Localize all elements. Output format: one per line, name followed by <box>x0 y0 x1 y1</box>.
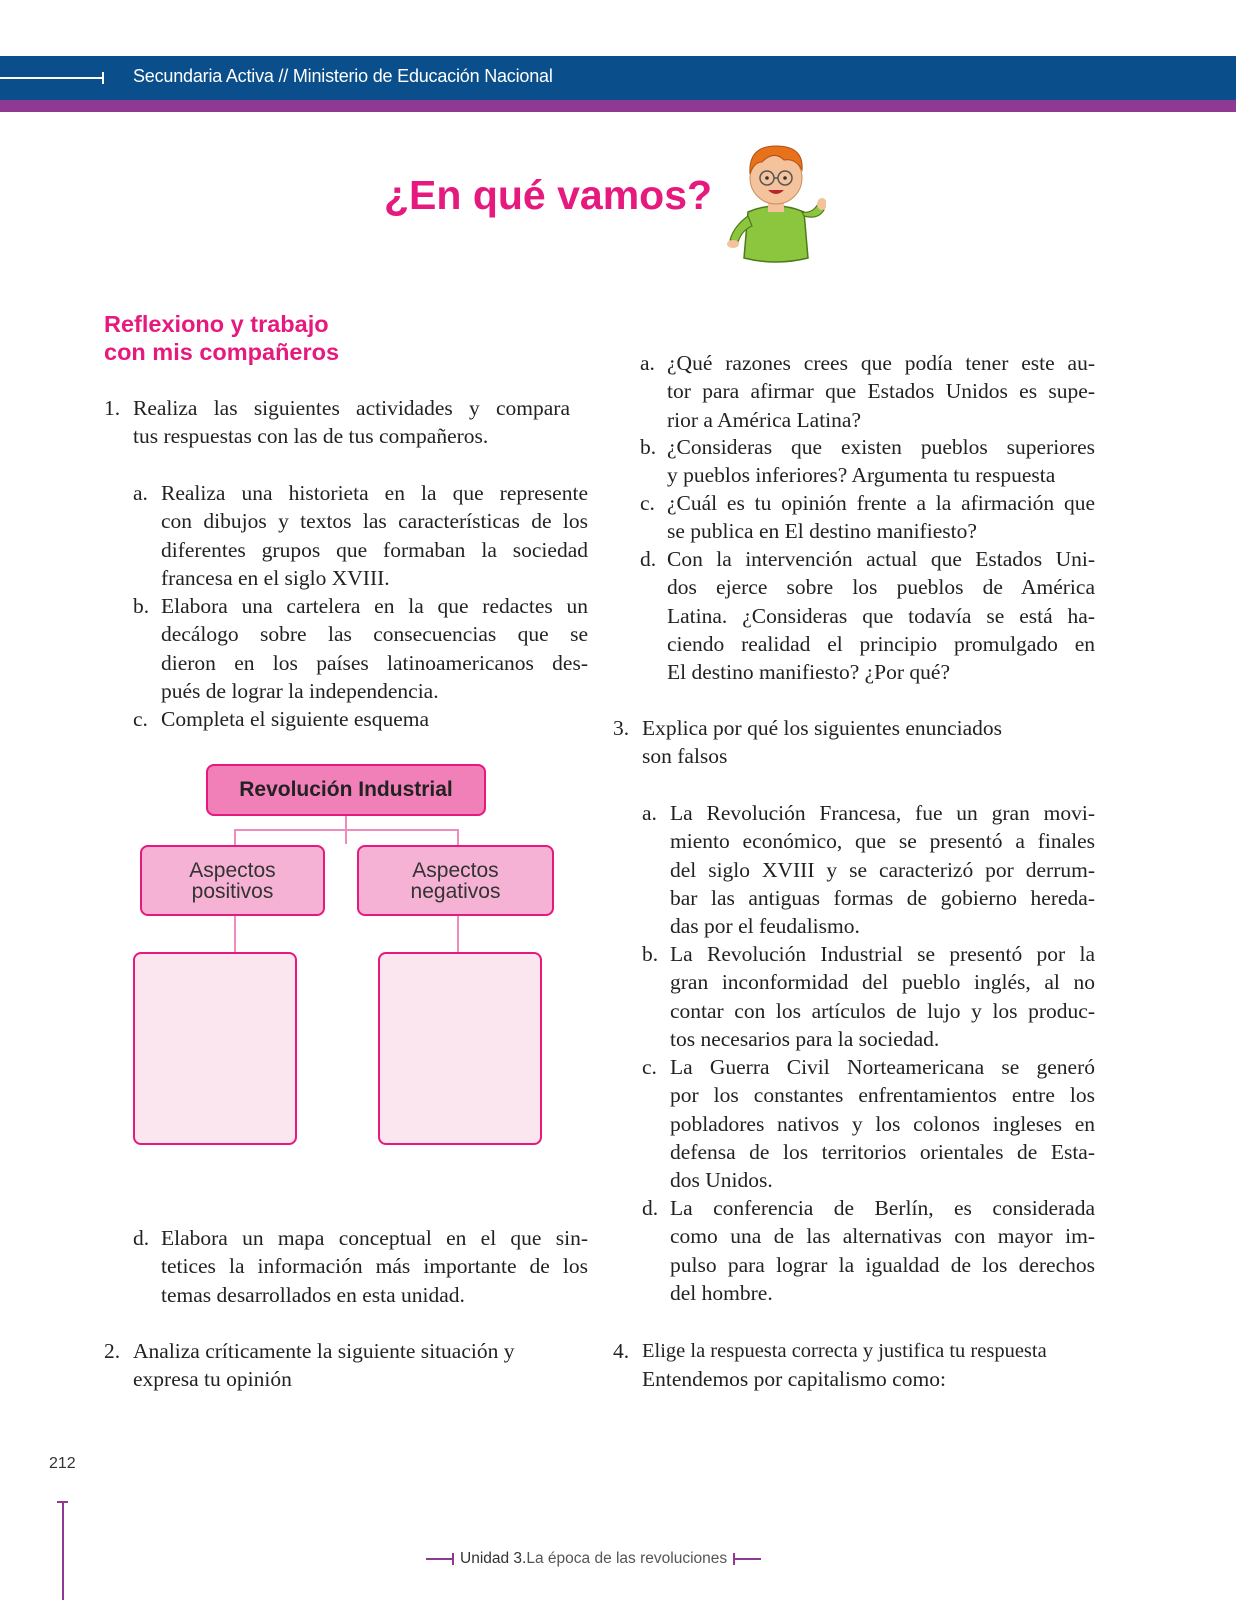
diagram-positive-box <box>140 845 325 916</box>
diagram-label: negativos <box>410 879 501 903</box>
item-line: miento económico, que se presentó a finales <box>670 829 1095 854</box>
header-accent-stripe <box>0 100 1236 112</box>
item-line: dos ejerce sobre los pueblos de América <box>667 575 1095 600</box>
diagram-negative-box <box>357 845 554 916</box>
diagram-root-box: Revolución Industrial <box>206 764 486 816</box>
item-line: con dibujos y textos las características de los <box>161 509 588 534</box>
section-heading-line: con mis compañeros <box>104 339 340 365</box>
item-mark: a. <box>642 801 657 825</box>
question-2c <box>640 489 1095 546</box>
item-line: tos necesarios para la sociedad. <box>670 1026 940 1051</box>
question-4 <box>613 1337 1095 1394</box>
item-line: del hombre. <box>670 1280 773 1305</box>
item-line: como una de las alternativas con mayor im- <box>670 1224 1095 1249</box>
page-title: ¿En qué vamos? <box>384 172 713 218</box>
diagram-label: Aspectos <box>412 858 499 882</box>
item-line: del siglo XVIII y se caracterizó por derrum- <box>670 857 1095 882</box>
item-mark: d. <box>640 547 657 571</box>
item-line: diferentes grupos que formaban la sociedad <box>161 537 588 562</box>
item-line: se publica en El destino manifiesto? <box>667 519 977 544</box>
question-line: son falsos <box>642 744 728 769</box>
item-line: Latina. ¿Consideras que todavía se está ha- <box>667 603 1095 628</box>
footer-title: La época de las revoluciones <box>526 1550 728 1567</box>
item-mark: a. <box>640 351 655 375</box>
footer-margin-rule <box>62 1501 64 1600</box>
header-rule-tick <box>102 72 104 84</box>
question-2b <box>640 433 1095 490</box>
item-mark: b. <box>640 435 657 459</box>
question-line: tus respuestas con las de tus compañeros. <box>133 424 489 449</box>
item-line: La Revolución Industrial se presentó por la <box>670 942 1095 966</box>
item-line: tetices la información más importante de los <box>161 1254 588 1279</box>
item-line: La Guerra Civil Norteamericana se generó <box>670 1055 1095 1079</box>
item-mark: c. <box>642 1055 657 1079</box>
question-3 <box>613 714 1095 771</box>
item-mark: d. <box>642 1196 659 1220</box>
item-line: ¿Qué razones crees que podía tener este au- <box>667 351 1095 375</box>
item-line: gran inconformidad del pueblo inglés, al no <box>670 970 1095 995</box>
question-number: 1. <box>104 396 121 420</box>
item-line: Con la intervención actual que Estados Uni- <box>667 547 1095 571</box>
item-line: Completa el siguiente esquema <box>161 707 430 731</box>
header-rule <box>0 77 104 79</box>
question-line: Realiza las siguientes actividades y compara <box>133 396 570 420</box>
diagram-connector <box>457 916 459 952</box>
question-1a <box>133 479 588 592</box>
question-number: 3. <box>613 716 630 740</box>
item-line: rior a América Latina? <box>667 407 861 432</box>
page-number: 212 <box>49 1455 76 1472</box>
item-line: ¿Cuál es tu opinión frente a la afirmación que <box>667 491 1095 515</box>
question-1b <box>133 592 588 705</box>
question-1 <box>104 394 570 451</box>
question-1d <box>133 1224 588 1309</box>
diagram-label: positivos <box>191 879 274 903</box>
section-heading-line: Reflexiono y trabajo <box>104 311 329 337</box>
question-line: Entendemos por capitalismo como: <box>642 1367 946 1392</box>
item-mark: c. <box>640 491 655 515</box>
item-line: ¿Consideras que existen pueblos superiores <box>667 435 1095 459</box>
diagram-connector <box>234 829 459 831</box>
item-line: Elabora una cartelera en la que redactes un <box>161 594 588 618</box>
question-3b <box>642 940 1095 1053</box>
question-line: Elige la respuesta correcta y justifica tu respuesta <box>642 1340 1047 1362</box>
question-number: 4. <box>613 1339 630 1363</box>
question-line: expresa tu opinión <box>133 1367 292 1392</box>
question-3c <box>642 1053 1095 1194</box>
item-line: defensa de los territorios orientales de Esta- <box>670 1139 1095 1164</box>
question-3d <box>642 1194 1095 1307</box>
question-3a <box>642 799 1095 940</box>
diagram-positive-answer-box[interactable] <box>133 952 297 1145</box>
item-line: pobladores nativos y los colonos ingleses en <box>670 1111 1095 1136</box>
item-mark: b. <box>642 942 659 966</box>
item-line: y pueblos inferiores? Argumenta tu respuesta <box>667 463 1056 488</box>
question-2 <box>104 1337 559 1394</box>
item-line: bar las antiguas formas de gobierno hereda- <box>670 885 1095 910</box>
item-line: pulso para lograr la igualdad de los derechos <box>670 1252 1095 1277</box>
question-1c <box>133 705 588 733</box>
item-line: Realiza una historieta en la que represente <box>161 481 588 505</box>
mascot-illustration <box>726 140 826 265</box>
item-line: pués de lograr la independencia. <box>161 678 439 703</box>
item-mark: b. <box>133 594 150 618</box>
item-line: contar con los artículos de lujo y los produc- <box>670 998 1095 1023</box>
item-line: La conferencia de Berlín, es considerada <box>670 1196 1095 1220</box>
item-line: ciendo realidad el principio promulgado en <box>667 631 1095 656</box>
item-line: por los constantes enfrentamientos entre los <box>670 1083 1095 1108</box>
footer-unit-title <box>426 1550 761 1568</box>
item-line: dieron en los países latinoamericanos des- <box>161 650 588 675</box>
item-mark: d. <box>133 1226 150 1250</box>
item-mark: a. <box>133 481 148 505</box>
section-heading <box>104 310 339 366</box>
footer-margin-tick <box>57 1501 68 1503</box>
item-line: tor para afirmar que Estados Unidos es supe- <box>667 379 1095 404</box>
item-line: francesa en el siglo XVIII. <box>161 565 390 590</box>
diagram-label: Aspectos <box>189 858 276 882</box>
footer-rule-right <box>733 1558 761 1560</box>
item-line: Elabora un mapa conceptual en el que sin- <box>161 1226 588 1250</box>
header-text: Secundaria Activa // Ministerio de Educación Nacional <box>133 66 553 86</box>
question-number: 2. <box>104 1339 121 1363</box>
diagram-connector <box>234 916 236 952</box>
item-line: La Revolución Francesa, fue un gran movi- <box>670 801 1095 825</box>
diagram-connector <box>234 829 236 845</box>
item-mark: c. <box>133 707 148 731</box>
item-line: decálogo sobre las consecuencias que se <box>161 622 588 647</box>
footer-unit: Unidad 3. <box>460 1550 527 1567</box>
question-line: Analiza críticamente la siguiente situación y <box>133 1339 515 1363</box>
question-2a <box>640 349 1095 434</box>
item-line: El destino manifiesto? ¿Por qué? <box>667 660 951 685</box>
item-line: dos Unidos. <box>670 1168 773 1193</box>
question-line: Explica por qué los siguientes enunciados <box>642 716 1003 740</box>
question-2d <box>640 545 1095 686</box>
diagram-connector <box>457 829 459 845</box>
diagram-negative-answer-box[interactable] <box>378 952 542 1145</box>
footer-rule-left <box>426 1558 454 1560</box>
item-line: das por el feudalismo. <box>670 914 860 939</box>
item-line: temas desarrollados en esta unidad. <box>161 1282 465 1307</box>
